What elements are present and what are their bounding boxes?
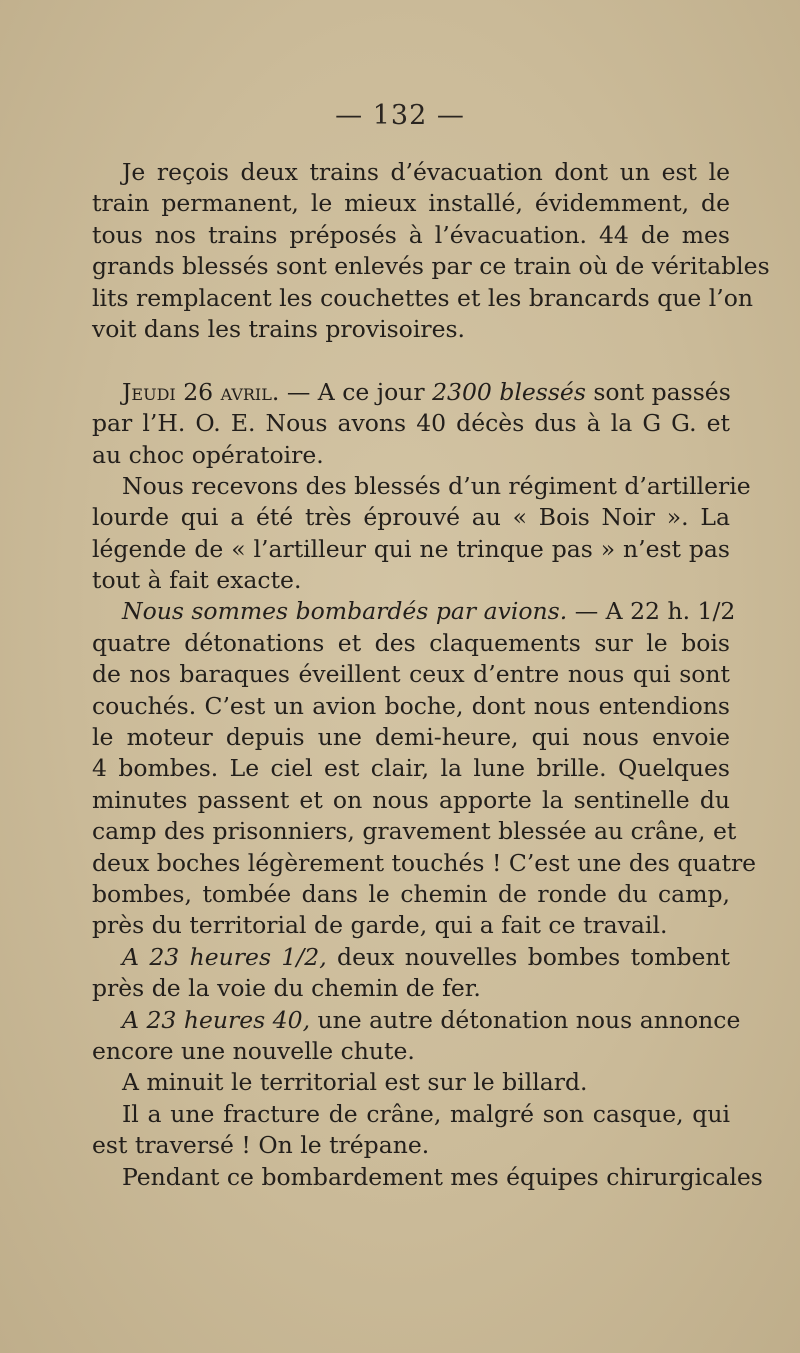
text-line: minutes passent et on nous apporte la sentinelle du xyxy=(92,785,730,814)
text-line: près de la voie du chemin de fer. xyxy=(92,974,481,1003)
text-line: près du territorial de garde, qui a fait ce travail. xyxy=(92,911,668,940)
text-line: au choc opératoire. xyxy=(92,440,324,469)
text-span: deux nouvelles bombes tombent xyxy=(326,942,730,971)
text-span: sont passés xyxy=(585,377,731,406)
text-line: est traversé ! On le trépane. xyxy=(92,1131,430,1160)
text-line: lits remplacent les couchettes et les brancards que l’on xyxy=(92,283,754,312)
text-line: 4 bombes. Le ciel est clair, la lune brille. Quelques xyxy=(92,754,730,783)
text-line-mixed xyxy=(92,1005,741,1036)
text-line: de nos baraques éveillent ceux d’entre nous qui sont xyxy=(92,660,730,689)
text-line: encore une nouvelle chute. xyxy=(92,1036,415,1065)
paragraph-gap xyxy=(92,345,730,376)
text-line: deux boches légèrement touchés ! C’est une des quatre xyxy=(92,848,757,877)
text-line: le moteur depuis une demi-heure, qui nous envoie xyxy=(92,723,730,752)
body-text xyxy=(92,157,770,1193)
text-line: Pendant ce bombardement mes équipes chirurgicales xyxy=(122,1162,763,1191)
text-line-mixed xyxy=(92,942,730,973)
text-line: par l’H. O. E. Nous avons 40 décès dus à la G G. et xyxy=(92,409,730,438)
text-line: Il a une fracture de crâne, malgré son casque, qui xyxy=(122,1099,730,1128)
text-line: A minuit le territorial est sur le billard. xyxy=(122,1068,588,1097)
text-line: bombes, tombée dans le chemin de ronde du camp, xyxy=(92,879,730,908)
text-span: une autre détonation nous annonce xyxy=(310,1005,741,1034)
italic-span: 2300 blessés xyxy=(432,377,586,406)
text-span: — A 22 h. 1/2 xyxy=(567,597,736,626)
text-line-dated xyxy=(92,377,730,408)
text-line: couchés. C’est un avion boche, dont nous entendions xyxy=(92,691,730,720)
italic-span: Nous sommes bombardés par avions. xyxy=(122,597,568,626)
italic-span: A 23 heures 1/2, xyxy=(122,942,327,971)
text-line: légende de « l’artilleur qui ne trinque pas » n’est pas xyxy=(92,534,730,563)
page-number: — 132 — xyxy=(335,100,465,131)
text-line: grands blessés sont enlevés par ce train où de véritables xyxy=(92,252,770,281)
text-span: — A ce jour xyxy=(279,377,433,406)
text-line: camp des prisonniers, gravement blessée au crâne, et xyxy=(92,817,737,846)
text-line: voit dans les trains provisoires. xyxy=(92,314,466,343)
text-line-mixed xyxy=(92,596,736,627)
text-line: train permanent, le mieux installé, évidemment, de xyxy=(92,189,730,218)
italic-span: A 23 heures 40, xyxy=(122,1005,311,1034)
entry-date: Jeudi 26 avril. xyxy=(122,377,280,406)
text-line: quatre détonations et des claquements sur le bois xyxy=(92,628,730,657)
text-line: tous nos trains préposés à l’évacuation. 44 de mes xyxy=(92,220,730,249)
text-line: tout à fait exacte. xyxy=(92,566,302,595)
text-line: Nous recevons des blessés d’un régiment d’artillerie xyxy=(122,471,751,500)
text-line: Je reçois deux trains d’évacuation dont un est le xyxy=(122,158,730,186)
text-line: lourde qui a été très éprouvé au « Bois Noir ». La xyxy=(92,503,730,532)
